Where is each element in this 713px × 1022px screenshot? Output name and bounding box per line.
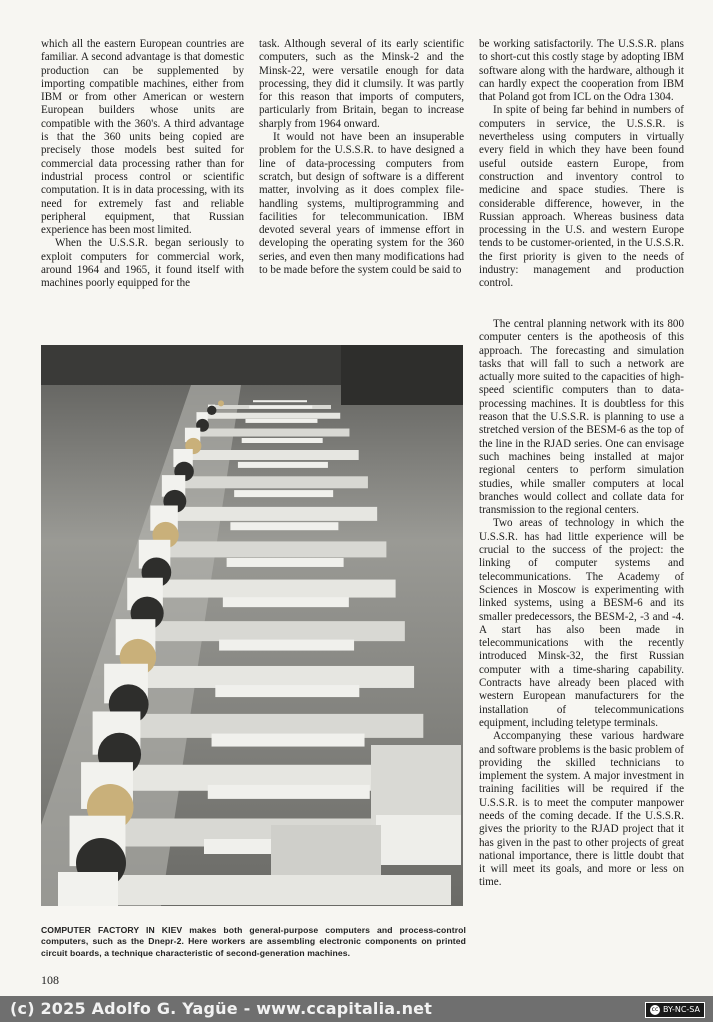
paragraph: It would not have been an insuperable problem for the U.S.S.R. to have designed a line of data-processing computers from scratch, but design of software is a different matter, involving as it does complex file-handling systems, multiprogramming and facilities for telecommunication. IBM devoted several years of immense effort in developing the operating system for the 360 series, and even then many modifications had to be made before the system could be said to [259, 131, 464, 277]
lamp [230, 522, 338, 530]
text-column-1 [41, 38, 244, 291]
lamp [242, 438, 323, 443]
paragraph: Accompanying these various hardware and software problems is the basic problem of providing the skilled technicians to implement the system. A major investment in training facilities will be required if the U.S.S.R. is to meet the computer manpower needs of the coming decade. If the U.S.S.R. gives the priority to the RJAD project that it has given in the past to other projects of great national importance, there is little doubt that it will meet its goals, and more or less on time. [479, 730, 684, 889]
worker-head [218, 400, 224, 406]
paragraph: In spite of being far behind in numbers of computers in service, the U.S.S.R. is nevertheless using computers in virtually every field in which they have been found useful outside eastern Europe, from construction and inventory control to medicine and space studies. There is considerable difference, however, in the Russian approach. Whereas business data processing in the U.S. and western Europe tends to be customer-oriented, in the U.S.S.R. the first priority is given to the needs of industry: management and production control. [479, 104, 684, 290]
lamp [238, 462, 328, 468]
lamp [227, 558, 344, 567]
caption-lead: COMPUTER FACTORY IN KIEV [41, 925, 183, 935]
workbench [114, 666, 414, 688]
photo-caption [41, 925, 466, 959]
lamp [223, 597, 349, 607]
paragraph: When the U.S.S.R. began seriously to exploit computers for commercial work, around 1964 and 1965, it found itself with machines poorly equipped for the [41, 237, 244, 290]
lamp [212, 734, 365, 747]
license-label: BY-NC-SA [662, 1005, 700, 1014]
paragraph: be working satisfactorily. The U.S.S.R. plans to short-cut this costly stage by adopting IBM software along with the hardware, although it can hardly expect the cooperation from IBM that Poland got from ICL on the Odra 1304. [479, 38, 684, 104]
copyright-notice: (c) 2025 Adolfo G. Yagüe - www.ccapitalia.net [10, 999, 433, 1018]
lamp [215, 685, 359, 697]
factory-photo-illustration [41, 345, 463, 906]
worker-head [207, 406, 216, 415]
worker-body [58, 872, 118, 906]
paragraph: task. Although several of its early scientific computers, such as the Minsk-2 and the Minsk-22, were versatile enough for data processing, they did it clumsily. It was partly for this reason that imports of computers, particularly from Britain, began to increase sharply from 1964 onward. [259, 38, 464, 130]
workbench [200, 413, 340, 419]
text-column-3-top [479, 38, 684, 291]
text-column-3-bottom [479, 318, 684, 890]
workbench [168, 476, 368, 488]
workbench [157, 507, 377, 521]
paragraph: which all the eastern European countries are familiar. A second advantage is that domestic production can be supplemented by importing compatible machines, either from IBM or from other American or western European builders whose units are compatible with the 360's. A third advantage is that the 360 units being copied are precisely those models best suited for commercial data processing rather than for industrial process control or scientific computation. It is in data processing, with its need for extremely fast and reliable peripheral equipment, that Russian experience has been most limited. [41, 38, 244, 237]
factory-photograph [41, 345, 463, 906]
license-badge[interactable] [645, 1002, 705, 1018]
lamp [208, 785, 370, 799]
lamp [249, 406, 312, 409]
paragraph: The central planning network with its 800 computer centers is the apotheosis of this approach. The forecasting and simulation tasks that will fall to such a network are actually more suited to the capacities of high-speed scientific computers than to data-processing machines. It is doubtless for this reason that the U.S.S.R. is planning to use a stretched version of the BESM-6 as the top of the line in the RJAD series. One can envisage such machines being installed at major regional centers to perform simulation studies, while smaller computers at local branches would collect and collate data for transmission to the regional centers. [479, 318, 684, 517]
text-column-2 [259, 38, 464, 277]
workbench [189, 429, 349, 437]
lamp [245, 419, 317, 423]
workbench [179, 450, 359, 460]
lamp [253, 400, 307, 402]
caption-text: makes both general-purpose computers and process-control computers, such as the Dnepr-2. Here workers are assembling electronic components on printed circuit boards, a technique characteristic of second-generation machines. [41, 925, 466, 958]
paragraph: Two areas of technology in which the U.S.S.R. has had little experience will be crucial to the success of the project: the linking of computer systems and telecommunications. The Academy of Sciences in Moscow is experimenting with linked systems, using a BESM-6 and its smaller predecessors, the BESM-2, -3 and -4. A start has also been made in telecommunications with the recently introduced Minsk-32, the first Russian computer with a time-sharing capability. Contracts have already been placed with western European manufacturers for the installation of telecommunications equipment, including teletype terminals. [479, 517, 684, 729]
lamp [234, 490, 333, 497]
creative-commons-icon: cc [651, 1006, 659, 1013]
workbench [146, 541, 386, 557]
workbench [136, 580, 396, 598]
footer-bar [0, 996, 713, 1022]
workbench [125, 621, 405, 641]
page-number: 108 [41, 973, 59, 987]
workbench [71, 875, 451, 905]
lamp [219, 640, 354, 651]
